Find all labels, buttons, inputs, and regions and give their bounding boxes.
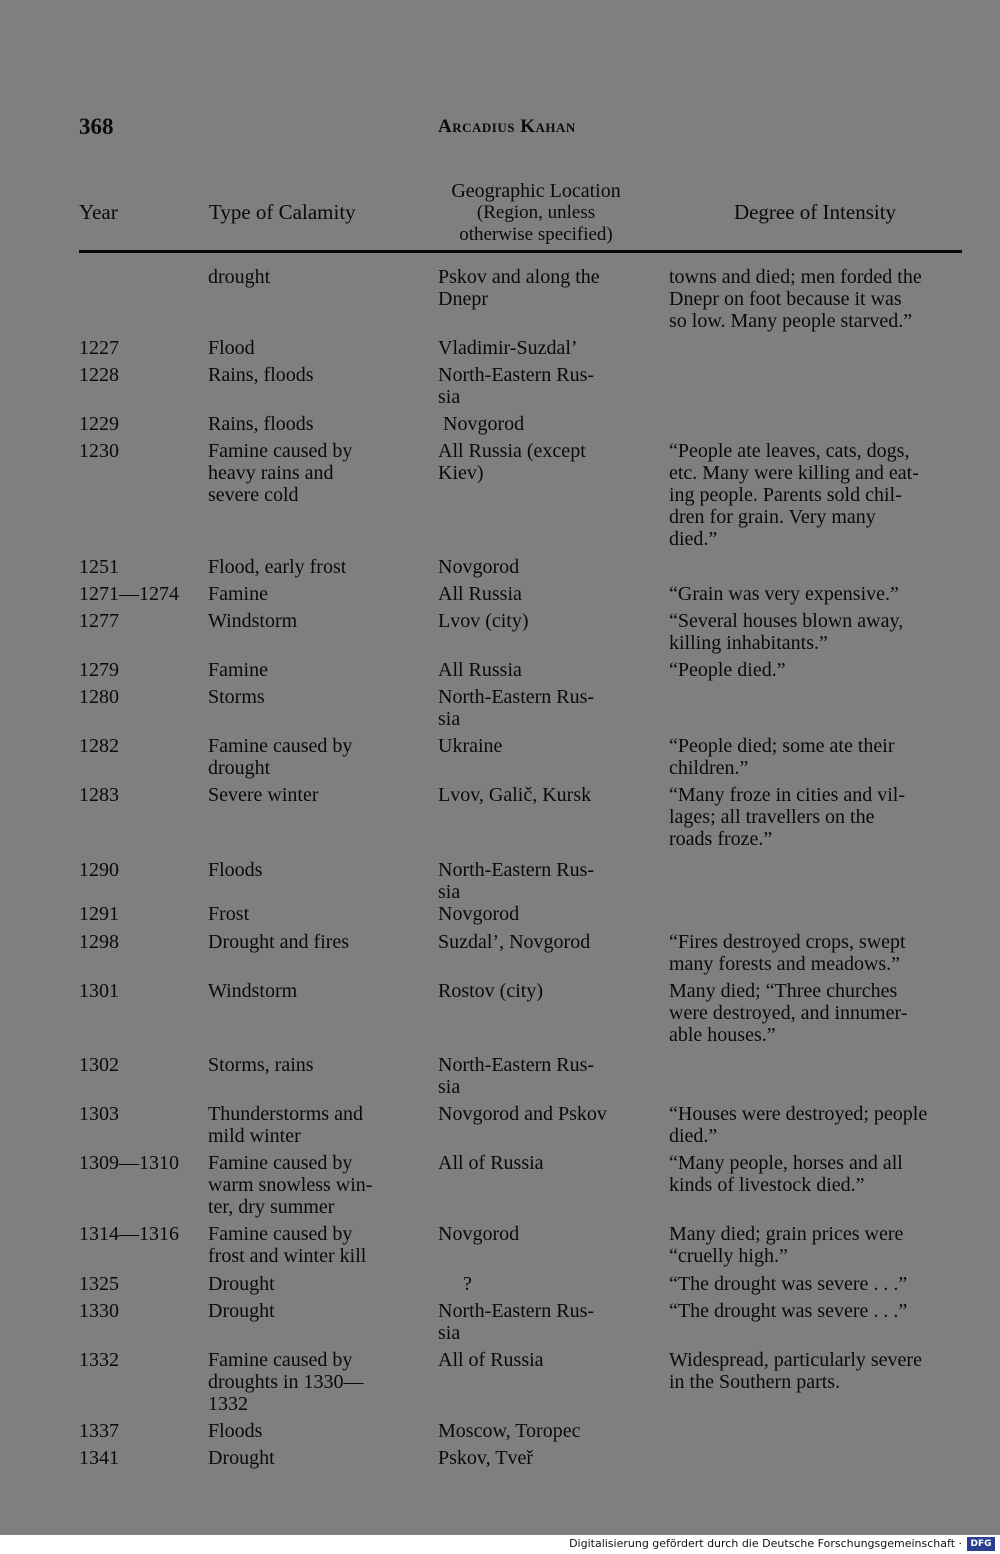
cell-type	[208, 1420, 418, 1442]
cell-geo-line: Kiev)	[438, 462, 484, 484]
cell-intensity	[669, 659, 963, 681]
cell-geo-line: Lvov, Galič, Kursk	[438, 784, 592, 806]
cell-type-line: Famine caused by	[208, 1223, 353, 1245]
cell-year: 1277	[79, 610, 119, 632]
cell-intensity-line: “People died.”	[669, 659, 786, 681]
cell-year: 1228	[79, 364, 119, 386]
cell-geo-line: Pskov and along the	[438, 266, 600, 288]
cell-type	[208, 583, 418, 605]
cell-geo-line: Novgorod	[438, 1223, 520, 1245]
cell-intensity-line: lages; all travellers on the	[669, 806, 875, 828]
cell-type-line: Windstorm	[208, 980, 298, 1002]
cell-type	[208, 1273, 418, 1295]
cell-geo-line: sia	[438, 708, 461, 730]
cell-type	[208, 556, 418, 578]
column-header-type: Type of Calamity	[209, 200, 356, 224]
cell-year: 1337	[79, 1420, 119, 1442]
cell-type	[208, 1447, 418, 1469]
cell-geo-line: North-Eastern Rus-	[438, 1054, 595, 1076]
cell-intensity-line: ing people. Parents sold chil-	[669, 484, 902, 506]
cell-intensity	[669, 266, 963, 332]
cell-type	[208, 1103, 418, 1147]
cell-geo-line: Moscow, Toropec	[438, 1420, 581, 1442]
cell-geo-line: North-Eastern Rus-	[438, 1300, 595, 1322]
cell-intensity	[669, 1223, 963, 1267]
cell-type	[208, 1349, 418, 1415]
cell-intensity	[669, 735, 963, 779]
page-number: 368	[79, 114, 114, 139]
cell-type-line: Flood	[208, 337, 255, 359]
cell-type	[208, 337, 418, 359]
cell-type-line: Drought and fires	[208, 931, 350, 953]
cell-type	[208, 931, 418, 953]
cell-type	[208, 1054, 418, 1076]
cell-type-line: heavy rains and	[208, 462, 334, 484]
cell-geo	[438, 686, 636, 730]
cell-intensity-line: Many died; “Three churches	[669, 980, 898, 1002]
cell-geo-line: Lvov (city)	[438, 610, 529, 632]
cell-geo-line: All Russia (except	[438, 440, 586, 462]
cell-year: 1279	[79, 659, 119, 681]
cell-geo-line: sia	[438, 881, 461, 903]
cell-intensity-line: so low. Many people starved.”	[669, 310, 913, 332]
cell-geo-line: All Russia	[438, 659, 522, 681]
cell-intensity	[669, 931, 963, 975]
cell-type	[208, 364, 418, 386]
cell-intensity-line: Dnepr on foot because it was	[669, 288, 902, 310]
cell-year: 1298	[79, 931, 119, 953]
footer-text: Digitalisierung gefördert durch die Deutsche Forschungsgemeinschaft ·	[569, 1537, 962, 1550]
cell-geo-line: sia	[438, 386, 461, 408]
cell-year: 1290	[79, 859, 119, 881]
cell-type	[208, 784, 418, 806]
cell-geo	[438, 1300, 636, 1344]
cell-geo-line: sia	[438, 1076, 461, 1098]
cell-type-line: Rains, floods	[208, 413, 314, 435]
cell-geo	[438, 659, 636, 681]
cell-year: 1229	[79, 413, 119, 435]
cell-intensity-line: dren for grain. Very many	[669, 506, 876, 528]
cell-intensity	[669, 784, 963, 850]
cell-geo	[438, 583, 636, 605]
cell-type-line: ter, dry summer	[208, 1196, 335, 1218]
column-header-geo	[432, 180, 640, 246]
cell-type	[208, 659, 418, 681]
cell-type-line: Famine caused by	[208, 1349, 353, 1371]
cell-year: 1303	[79, 1103, 119, 1125]
cell-intensity-line: “Many froze in cities and vil-	[669, 784, 906, 806]
cell-type-line: Famine caused by	[208, 440, 353, 462]
cell-intensity-line: “Many people, horses and all	[669, 1152, 903, 1174]
cell-intensity	[669, 440, 963, 550]
cell-geo	[438, 931, 636, 953]
cell-intensity	[669, 583, 963, 605]
cell-intensity	[669, 1103, 963, 1147]
cell-geo	[438, 1054, 636, 1098]
cell-intensity-line: towns and died; men forded the	[669, 266, 922, 288]
running-head: Arcadius Kahan	[438, 116, 576, 137]
cell-geo-line: Suzdal’, Novgorod	[438, 931, 591, 953]
cell-geo-line: Dnepr	[438, 288, 488, 310]
cell-type-line: drought	[208, 266, 271, 288]
cell-intensity-line: “People ate leaves, cats, dogs,	[669, 440, 910, 462]
cell-geo-line: All of Russia	[438, 1152, 544, 1174]
cell-geo-line: Novgorod and Pskov	[438, 1103, 607, 1125]
cell-year: 1280	[79, 686, 119, 708]
cell-type	[208, 413, 418, 435]
cell-geo-line: ?	[438, 1273, 472, 1295]
cell-geo	[438, 735, 636, 757]
cell-intensity-line: died.”	[669, 1125, 718, 1147]
cell-geo-line: North-Eastern Rus-	[438, 686, 595, 708]
cell-type-line: Floods	[208, 859, 263, 881]
cell-type-line: warm snowless win-	[208, 1174, 373, 1196]
column-header-geo-line: (Region, unless	[476, 202, 596, 223]
cell-type	[208, 903, 418, 925]
cell-year: 1282	[79, 735, 119, 757]
cell-type-line: Famine caused by	[208, 735, 353, 757]
cell-year: 1230	[79, 440, 119, 462]
dfg-logo: DFG	[967, 1537, 995, 1551]
cell-geo	[438, 440, 636, 484]
cell-geo	[438, 413, 636, 435]
cell-type-line: Rains, floods	[208, 364, 314, 386]
cell-intensity-line: “Houses were destroyed; people	[669, 1103, 928, 1125]
cell-geo	[438, 610, 636, 632]
cell-type-line: 1332	[208, 1393, 248, 1415]
cell-intensity-line: “cruelly high.”	[669, 1245, 788, 1267]
cell-type	[208, 1152, 418, 1218]
cell-type-line: Severe winter	[208, 784, 319, 806]
cell-geo	[438, 1273, 636, 1295]
cell-year: 1227	[79, 337, 119, 359]
cell-type-line: severe cold	[208, 484, 299, 506]
cell-year: 1330	[79, 1300, 119, 1322]
cell-intensity-line: Widespread, particularly severe	[669, 1349, 922, 1371]
cell-geo-line: All Russia	[438, 583, 522, 605]
cell-type-line: Famine	[208, 583, 268, 605]
cell-year: 1291	[79, 903, 119, 925]
cell-year: 1271—1274	[79, 583, 179, 605]
cell-geo-line: Ukraine	[438, 735, 503, 757]
cell-geo	[438, 364, 636, 408]
cell-type	[208, 1223, 418, 1267]
cell-type	[208, 735, 418, 779]
cell-geo	[438, 784, 636, 806]
cell-intensity-line: etc. Many were killing and eat-	[669, 462, 919, 484]
cell-type-line: Drought	[208, 1273, 275, 1295]
cell-intensity-line: were destroyed, and innumer-	[669, 1002, 908, 1024]
cell-geo	[438, 1152, 636, 1174]
cell-type-line: Drought	[208, 1300, 275, 1322]
cell-geo	[438, 556, 636, 578]
cell-geo-line: North-Eastern Rus-	[438, 859, 595, 881]
cell-type-line: frost and winter kill	[208, 1245, 367, 1267]
cell-year: 1332	[79, 1349, 119, 1371]
cell-intensity-line: able houses.”	[669, 1024, 776, 1046]
cell-type-line: Storms	[208, 686, 265, 708]
cell-geo-line: Novgorod	[438, 903, 520, 925]
cell-type-line: Frost	[208, 903, 250, 925]
cell-intensity-line: “The drought was severe . . .”	[669, 1273, 908, 1295]
cell-year: 1325	[79, 1273, 119, 1295]
cell-intensity-line: killing inhabitants.”	[669, 632, 828, 654]
cell-intensity	[669, 1273, 963, 1295]
cell-type	[208, 859, 418, 881]
cell-geo	[438, 1223, 636, 1245]
column-header-geo-line: otherwise specified)	[459, 224, 613, 245]
cell-intensity-line: Many died; grain prices were	[669, 1223, 904, 1245]
cell-year: 1314—1316	[79, 1223, 179, 1245]
cell-type-line: Floods	[208, 1420, 263, 1442]
cell-geo-line: Vladimir-Suzdal’	[438, 337, 578, 359]
cell-type	[208, 610, 418, 632]
digitization-footer	[0, 1535, 1000, 1554]
cell-geo	[438, 859, 636, 903]
cell-geo	[438, 903, 636, 925]
cell-intensity-line: “Several houses blown away,	[669, 610, 904, 632]
cell-type	[208, 686, 418, 708]
cell-type	[208, 266, 418, 288]
cell-intensity-line: “People died; some ate their	[669, 735, 895, 757]
cell-geo-line: sia	[438, 1322, 461, 1344]
cell-year: 1283	[79, 784, 119, 806]
cell-intensity-line: “Fires destroyed crops, swept	[669, 931, 906, 953]
cell-geo	[438, 337, 636, 359]
cell-geo-line: Novgorod	[438, 413, 525, 435]
column-header-year: Year	[79, 200, 118, 224]
cell-year: 1309—1310	[79, 1152, 179, 1174]
cell-intensity	[669, 610, 963, 654]
cell-intensity-line: kinds of livestock died.”	[669, 1174, 865, 1196]
cell-geo-line: Novgorod	[438, 556, 520, 578]
cell-intensity-line: “The drought was severe . . .”	[669, 1300, 908, 1322]
cell-geo-line: Pskov, Tveř	[438, 1447, 533, 1469]
cell-intensity-line: children.”	[669, 757, 749, 779]
cell-geo	[438, 1447, 636, 1469]
cell-intensity	[669, 980, 963, 1046]
cell-geo-line: Rostov (city)	[438, 980, 543, 1002]
cell-intensity-line: “Grain was very expensive.”	[669, 583, 899, 605]
cell-type-line: Flood, early frost	[208, 556, 347, 578]
cell-geo	[438, 1349, 636, 1371]
cell-year: 1301	[79, 980, 119, 1002]
cell-year: 1341	[79, 1447, 119, 1469]
cell-type-line: droughts in 1330—	[208, 1371, 364, 1393]
cell-type-line: Drought	[208, 1447, 275, 1469]
cell-type-line: drought	[208, 757, 271, 779]
cell-intensity-line: in the Southern parts.	[669, 1371, 841, 1393]
cell-intensity-line: many forests and meadows.”	[669, 953, 901, 975]
cell-type-line: Windstorm	[208, 610, 298, 632]
column-header-geo-line: Geographic Location	[451, 180, 621, 202]
cell-intensity	[669, 1300, 963, 1322]
cell-type-line: mild winter	[208, 1125, 301, 1147]
cell-type-line: Storms, rains	[208, 1054, 314, 1076]
cell-year: 1302	[79, 1054, 119, 1076]
cell-geo-line: All of Russia	[438, 1349, 544, 1371]
cell-intensity-line: died.”	[669, 528, 718, 550]
cell-type	[208, 440, 418, 506]
cell-type	[208, 980, 418, 1002]
cell-intensity-line: roads froze.”	[669, 828, 773, 850]
cell-type	[208, 1300, 418, 1322]
cell-type-line: Thunderstorms and	[208, 1103, 363, 1125]
cell-geo	[438, 980, 636, 1002]
cell-geo	[438, 266, 636, 310]
cell-type-line: Famine	[208, 659, 268, 681]
cell-type-line: Famine caused by	[208, 1152, 353, 1174]
cell-intensity	[669, 1152, 963, 1196]
cell-geo	[438, 1420, 636, 1442]
cell-geo	[438, 1103, 636, 1125]
header-rule	[79, 250, 962, 253]
column-header-intensity: Degree of Intensity	[733, 200, 897, 224]
cell-intensity	[669, 1349, 963, 1393]
cell-year: 1251	[79, 556, 119, 578]
cell-geo-line: North-Eastern Rus-	[438, 364, 595, 386]
